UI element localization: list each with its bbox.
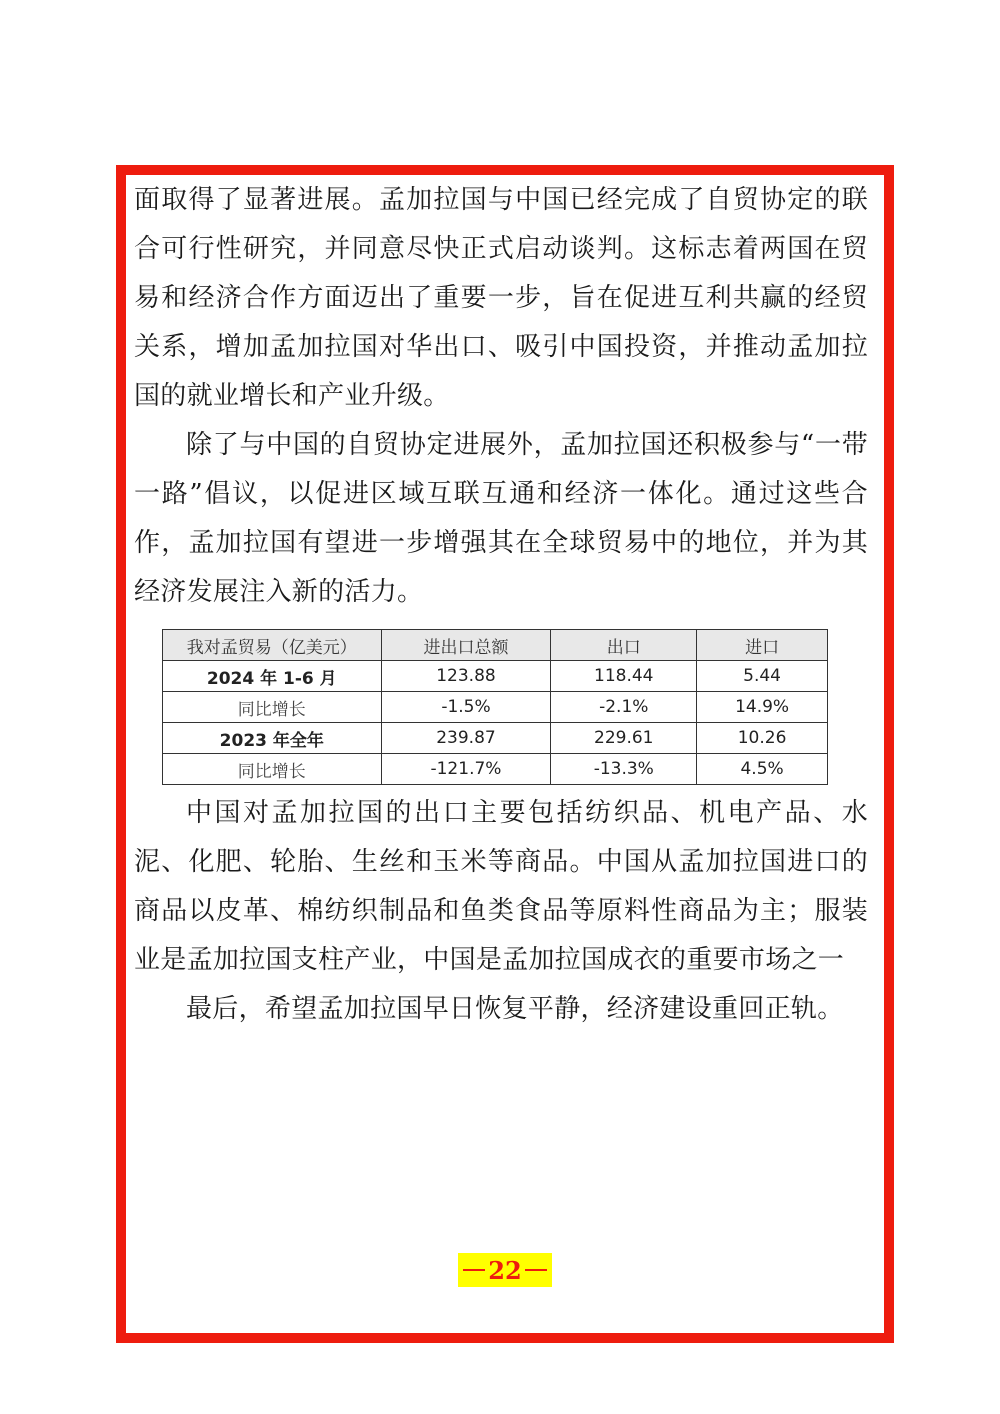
table-header-row <box>163 630 828 661</box>
body-paragraph: 面取得了显著进展。孟加拉国与中国已经完成了自贸协定的联合可行性研究，并同意尽快正式启动谈判。这标志着两国在贸易和经济合作方面迈出了重要一步，旨在促进互利共赢的经贸关系，增加孟加拉国对华出口、吸引中国投资，并推动孟加拉国的就业增长和产业升级。 <box>134 185 868 411</box>
body-paragraph: 中国对孟加拉国的出口主要包括纺织品、机电产品、水泥、化肥、轮胎、生丝和玉米等商品。中国从孟加拉国进口的商品以皮革、棉纺织制品和鱼类食品等原料性商品为主；服装业是孟加拉国支柱产业，中国是孟加拉国成衣的重要市场之一 <box>134 798 868 975</box>
body-paragraph: 除了与中国的自贸协定进展外，孟加拉国还积极参与“一带一路”倡议，以促进区域互联互通和经济一体化。通过这些合作，孟加拉国有望进一步增强其在全球贸易中的地位，并为其经济发展注入新的活力。 <box>134 430 868 607</box>
table-row-label: 2023 年全年 <box>163 723 382 754</box>
table-cell: 10.26 <box>697 723 828 754</box>
table-cell: 229.61 <box>551 723 697 754</box>
dash-decoration <box>463 1269 485 1271</box>
table-cell: 4.5% <box>697 754 828 785</box>
table-row-label: 2024 年 1-6 月 <box>163 661 382 692</box>
table-row <box>163 661 828 692</box>
table-row <box>163 754 828 785</box>
table-cell: 239.87 <box>381 723 551 754</box>
table-cell: -2.1% <box>551 692 697 723</box>
table-cell: 14.9% <box>697 692 828 723</box>
table-header-cell: 出口 <box>551 630 697 661</box>
body-paragraph: 最后，希望孟加拉国早日恢复平静，经济建设重回正轨。 <box>186 994 844 1024</box>
table-cell: 123.88 <box>381 661 551 692</box>
table-header-cell: 我对孟贸易（亿美元） <box>163 630 382 661</box>
table-cell: -1.5% <box>381 692 551 723</box>
table-header-cell: 进口 <box>697 630 828 661</box>
table-cell: -121.7% <box>381 754 551 785</box>
table-header-cell: 进出口总额 <box>381 630 551 661</box>
table-row <box>163 692 828 723</box>
dash-decoration <box>525 1269 547 1271</box>
table-row-label: 同比增长 <box>163 692 382 723</box>
table-row-label: 同比增长 <box>163 754 382 785</box>
page-number: 22 <box>488 1255 522 1285</box>
table-row <box>163 723 828 754</box>
table-cell: -13.3% <box>551 754 697 785</box>
table-cell: 5.44 <box>697 661 828 692</box>
table-cell: 118.44 <box>551 661 697 692</box>
page-number-badge <box>458 1253 552 1287</box>
trade-table <box>162 629 828 785</box>
